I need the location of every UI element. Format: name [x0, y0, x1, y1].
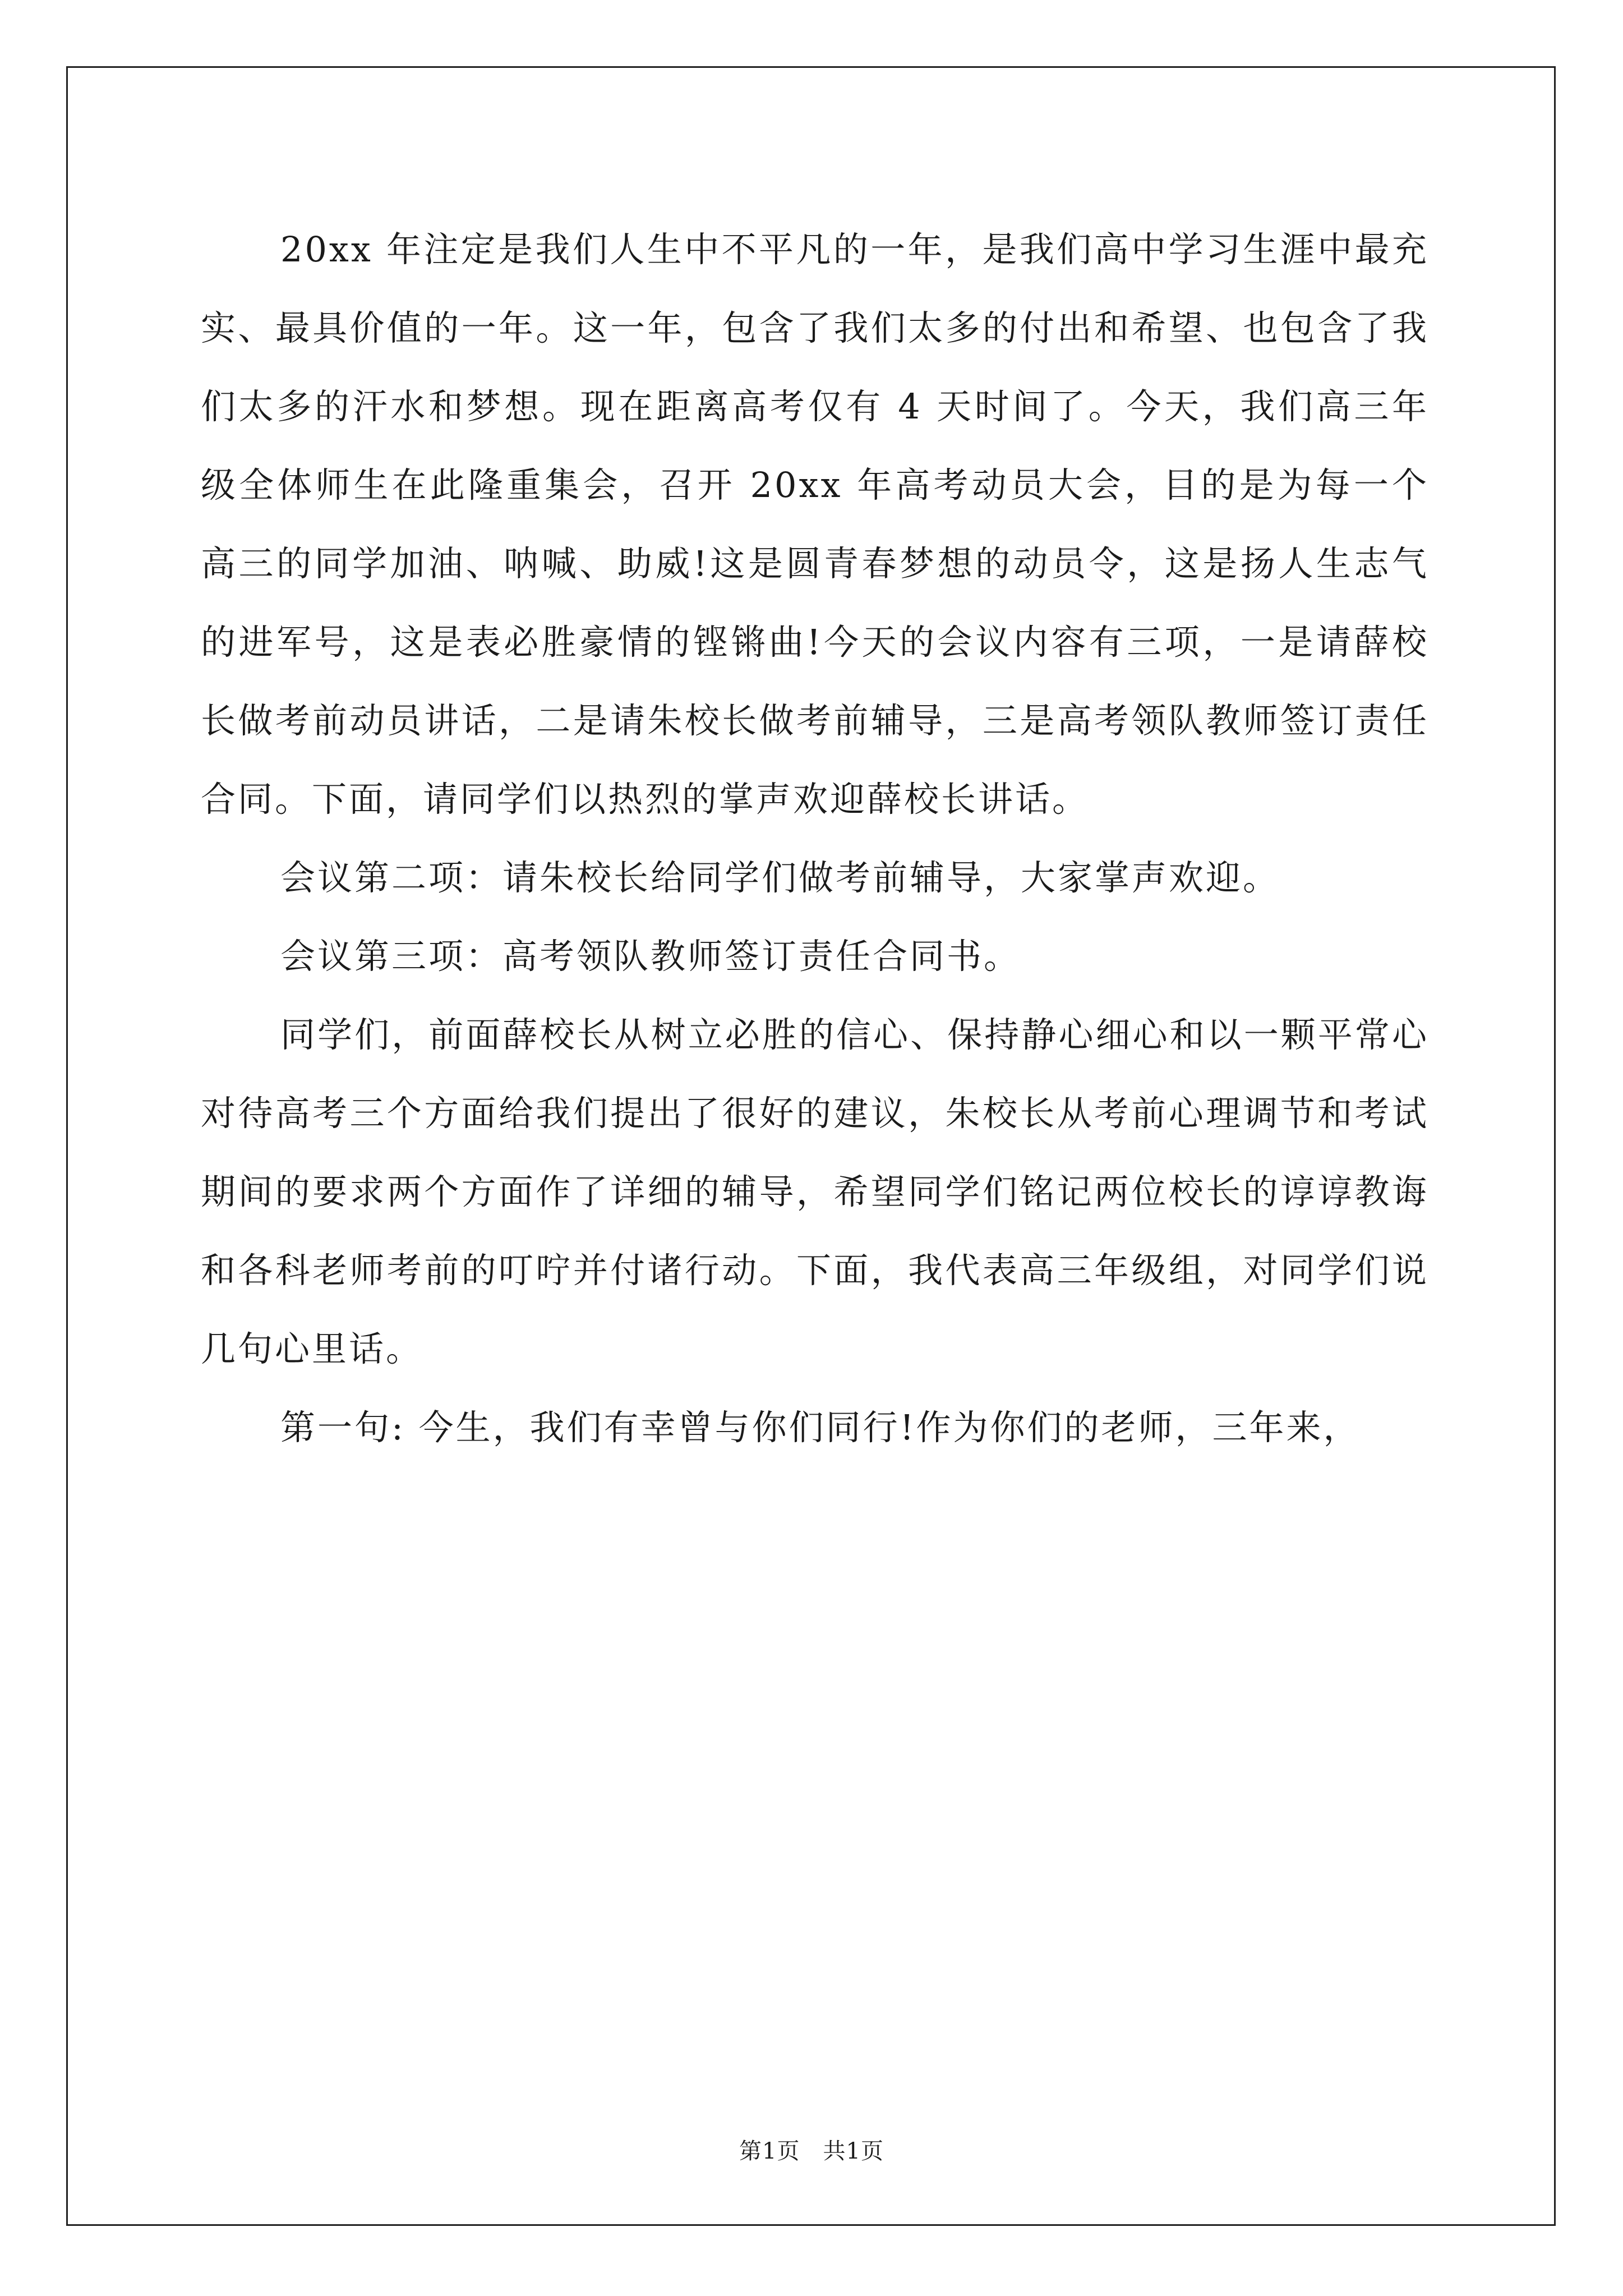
paragraph-agenda-item-3: 会议第三项：高考领队教师签订责任合同书。 — [280, 936, 1021, 977]
paragraph-agenda-item-2: 会议第二项：请朱校长给同学们做考前辅导，大家掌声欢迎。 — [280, 857, 1280, 898]
paragraph-address: 同学们，前面薛校长从树立必胜的信心、保持静心细心和以一颗平常心对待高考三个方面给我们提出了很好的建议，朱校长从考前心理调节和考试期间的要求两个方面作了详细的辅导，希望同学们铭记两位校长的谆谆教诲和各科老师考前的叮咛并付诸行动。下面，我代表高三年级组，对同学们说几句心里话。 — [201, 1014, 1429, 1369]
paragraph-first-sentence: 第一句: 今生，我们有幸曾与你们同行!作为你们的老师，三年来， — [280, 1407, 1361, 1448]
paragraph-intro: 20xx 年注定是我们人生中不平凡的一年，是我们高中学习生涯中最充实、最具价值的一年。这一年，包含了我们太多的付出和希望、也包含了我们太多的汗水和梦想。现在距离高考仅有 4 天时间了。今天，我们高三年级全体师生在此隆重集会，召开 20xx 年高考动员大会，目的是为每一个高三的同学加油、呐喊、助威!这是圆青春梦想的动员令，这是扬人生志气的进军号，这是表必胜豪情的铿锵曲!今天的会议内容有三项，一是请薛校长做考前动员讲话，二是请朱校长做考前辅导，三是高考领队教师签订责任合同。下面，请同学们以热烈的掌声欢迎薛校长讲话。 — [201, 229, 1429, 820]
page-number-footer: 第1页 共1页 — [739, 2138, 884, 2164]
document-body — [201, 210, 1429, 1467]
